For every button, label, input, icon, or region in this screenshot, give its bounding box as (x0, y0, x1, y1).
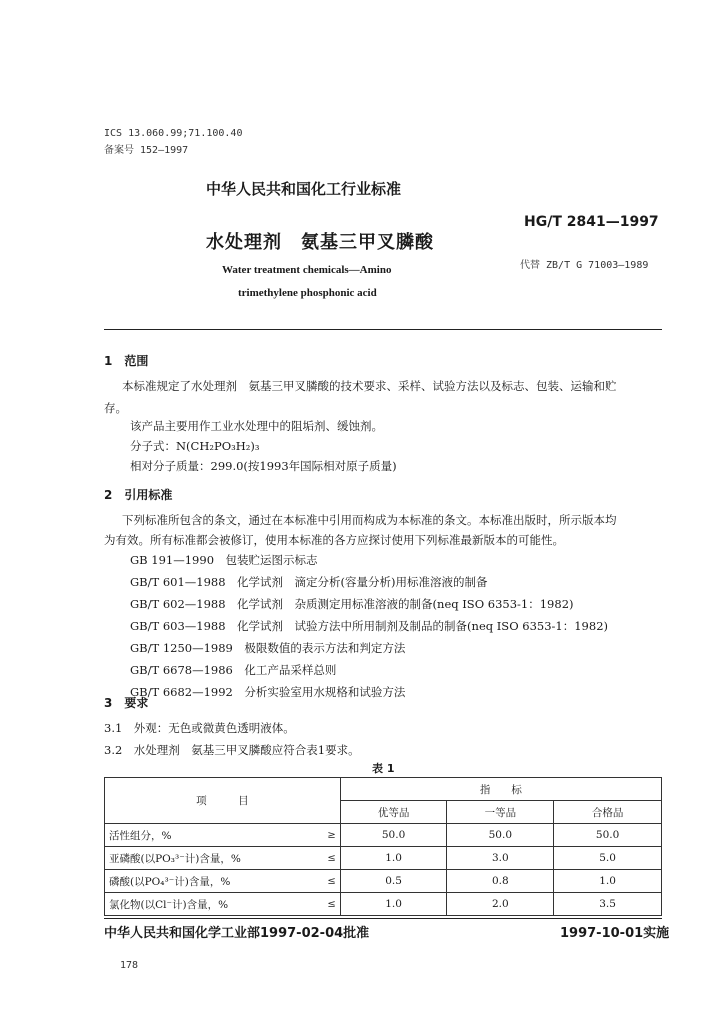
cell-value: 3.5 (554, 893, 662, 916)
table-row (105, 893, 662, 916)
cell-value: 50.0 (554, 824, 662, 847)
requirements-table (104, 777, 662, 916)
table-row (105, 824, 662, 847)
reference-item: GB 191—1990 包装贮运图示标志 (130, 553, 318, 567)
section-3-heading: 3 要求 (104, 696, 149, 710)
reference-item: GB/T 6682—1992 分析实验室用水规格和试验方法 (130, 685, 406, 699)
cell-value: 2.0 (447, 893, 554, 916)
section-1-para-1a: 本标准规定了水处理剂 氨基三甲叉膦酸的技术要求、采样、试验方法以及标志、包装、运输和贮 (122, 379, 617, 393)
section-1-para-1b: 存。 (104, 401, 127, 415)
cell-value: 1.0 (340, 893, 447, 916)
implementation-line: 1997-10-01实施 (560, 926, 670, 941)
row-operator: ≤ (312, 893, 340, 916)
cell-value: 50.0 (447, 824, 554, 847)
row-operator: ≥ (312, 824, 340, 847)
grade-premium: 优等品 (340, 801, 447, 824)
header-index: 指 标 (340, 778, 661, 801)
cell-value: 0.8 (447, 870, 554, 893)
table-caption: 表 1 (372, 762, 395, 775)
header-divider (104, 329, 662, 330)
table-header-row (105, 778, 662, 801)
section-2-para-1b: 为有效。所有标准都会被修订，使用本标准的各方应探讨使用下列标准最新版本的可能性。 (104, 533, 564, 547)
row-name: 活性组分，% (105, 824, 313, 847)
cell-value: 1.0 (554, 870, 662, 893)
reference-item: GB/T 1250—1989 极限数值的表示方法和判定方法 (130, 641, 406, 655)
cell-value: 1.0 (340, 847, 447, 870)
requirement-3-1: 3.1 外观：无色或微黄色透明液体。 (104, 721, 295, 735)
reference-item: GB/T 602—1988 化学试剂 杂质测定用标准溶液的制备(neq ISO 6353-1：1982) (130, 597, 574, 611)
standard-category: 中华人民共和国化工行业标准 (206, 180, 402, 198)
reference-item: GB/T 603—1988 化学试剂 试验方法中所用制剂及制品的制备(neq ISO 6353-1：1982) (130, 619, 608, 633)
cell-value: 50.0 (340, 824, 447, 847)
footer-divider (104, 918, 662, 919)
table-row (105, 870, 662, 893)
grade-qualified: 合格品 (554, 801, 662, 824)
table-row (105, 847, 662, 870)
ics-code: ICS 13.060.99;71.100.40 (104, 128, 243, 139)
approval-line: 中华人民共和国化学工业部1997-02-04批准 (104, 926, 370, 941)
title-english-line2: trimethylene phosphonic acid (238, 287, 377, 299)
standard-number: HG/T 2841—1997 (524, 214, 659, 230)
header-item: 项 目 (105, 778, 341, 824)
grade-first: 一等品 (447, 801, 554, 824)
row-operator: ≤ (312, 870, 340, 893)
row-name: 氯化物(以Cl⁻计)含量，% (105, 893, 313, 916)
cell-value: 0.5 (340, 870, 447, 893)
requirement-3-2: 3.2 水处理剂 氨基三甲叉膦酸应符合表1要求。 (104, 743, 360, 757)
title-english-line1: Water treatment chemicals—Amino (222, 264, 392, 276)
section-1-heading: 1 范围 (104, 354, 149, 368)
record-number: 备案号 152—1997 (104, 145, 189, 156)
page-number: 178 (120, 960, 139, 971)
cell-value: 5.0 (554, 847, 662, 870)
section-2-para-1a: 下列标准所包含的条文，通过在本标准中引用而构成为本标准的条文。本标准出版时，所示版本均 (122, 513, 617, 527)
molecular-formula: 分子式：N(CH₂PO₃H₂)₃ (130, 439, 260, 453)
replaces-standard: 代替 ZB/T G 71003—1989 (520, 260, 649, 271)
reference-item: GB/T 6678—1986 化工产品采样总则 (130, 663, 337, 677)
reference-item: GB/T 601—1988 化学试剂 滴定分析(容量分析)用标准溶液的制备 (130, 575, 488, 589)
molecular-mass: 相对分子质量：299.0(按1993年国际相对原子质量) (130, 459, 397, 473)
title-chinese: 水处理剂 氨基三甲叉膦酸 (206, 232, 434, 253)
row-name: 磷酸(以PO₄³⁻计)含量，% (105, 870, 313, 893)
section-1-para-2: 该产品主要用作工业水处理中的阻垢剂、缓蚀剂。 (130, 419, 383, 433)
cell-value: 3.0 (447, 847, 554, 870)
section-2-heading: 2 引用标准 (104, 488, 173, 502)
row-name: 亚磷酸(以PO₃³⁻计)含量，% (105, 847, 313, 870)
row-operator: ≤ (312, 847, 340, 870)
